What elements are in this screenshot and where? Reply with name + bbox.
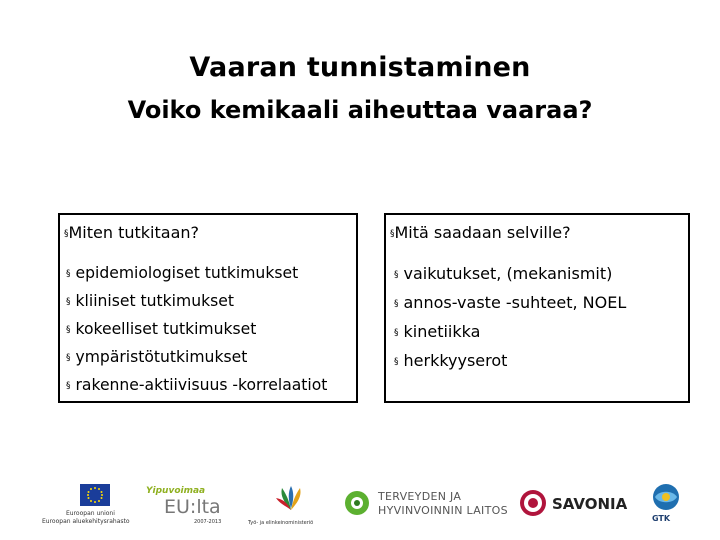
thl-logo bbox=[340, 486, 508, 526]
savonia-logo bbox=[518, 486, 628, 522]
yipuvoimaa-logo bbox=[146, 486, 226, 528]
list-item-text: kliiniset tutkimukset bbox=[75, 292, 234, 310]
bullet-icon: § bbox=[394, 299, 399, 309]
bullet-icon: § bbox=[394, 357, 399, 367]
methods-heading-text: Miten tutkitaan? bbox=[68, 223, 200, 242]
list-item-text: annos-vaste -suhteet, NOEL bbox=[403, 293, 627, 312]
list-item bbox=[66, 344, 356, 372]
bullet-icon: § bbox=[66, 297, 71, 307]
eu-flag-logo bbox=[42, 482, 130, 528]
ministry-caption: Työ- ja elinkeinoministeriö bbox=[248, 520, 314, 526]
list-item-text: vaikutukset, (mekanismit) bbox=[403, 264, 613, 283]
bullet-icon: § bbox=[390, 229, 395, 239]
list-item-text: ympäristötutkimukset bbox=[75, 348, 248, 366]
gtk-globe-icon bbox=[651, 482, 681, 512]
gtk-logo bbox=[648, 482, 684, 528]
eu-lta-text: EU:lta bbox=[164, 496, 221, 518]
yipuvoimaa-years: 2007-2013 bbox=[194, 519, 222, 525]
list-item-text: herkkyyserot bbox=[403, 351, 508, 370]
bullet-icon: § bbox=[66, 325, 71, 335]
list-item bbox=[394, 260, 688, 289]
list-item-text: epidemiologiset tutkimukset bbox=[75, 264, 299, 282]
methods-list bbox=[60, 260, 356, 400]
bullet-icon: § bbox=[66, 353, 71, 363]
list-item bbox=[66, 372, 356, 400]
slide-title: Vaaran tunnistaminen bbox=[189, 52, 531, 83]
thl-line2: HYVINVOINNIN LAITOS bbox=[378, 504, 508, 517]
eu-flag-icon bbox=[80, 484, 110, 506]
ministry-logo bbox=[248, 484, 338, 528]
list-item-text: kinetiikka bbox=[403, 322, 481, 341]
findings-heading-text: Mitä saadaan selville? bbox=[394, 223, 571, 242]
gtk-text: GTK bbox=[652, 514, 671, 523]
findings-box bbox=[384, 213, 690, 403]
bullet-icon: § bbox=[394, 328, 399, 338]
thl-emblem-icon bbox=[342, 488, 372, 518]
savonia-text: SAVONIA bbox=[552, 495, 628, 513]
bullet-icon: § bbox=[64, 229, 69, 239]
list-item bbox=[66, 316, 356, 344]
list-item bbox=[394, 318, 688, 347]
findings-heading bbox=[386, 223, 688, 242]
list-item bbox=[66, 260, 356, 288]
methods-box bbox=[58, 213, 358, 403]
ministry-emblem-icon bbox=[274, 484, 308, 512]
list-item bbox=[394, 289, 688, 318]
bullet-icon: § bbox=[66, 381, 71, 391]
slide-subtitle: Voiko kemikaali aiheuttaa vaaraa? bbox=[127, 96, 593, 124]
bullet-icon: § bbox=[394, 270, 399, 280]
list-item bbox=[66, 288, 356, 316]
thl-line1: TERVEYDEN JA bbox=[378, 490, 462, 503]
logo-strip bbox=[0, 478, 720, 528]
bullet-icon: § bbox=[66, 269, 71, 279]
list-item bbox=[394, 347, 688, 376]
eu-caption: Euroopan unioni bbox=[66, 510, 115, 517]
list-item-text: rakenne-aktiivisuus -korrelaatiot bbox=[75, 376, 328, 394]
yipuvoimaa-text: Yipuvoimaa bbox=[146, 486, 206, 496]
list-item-text: kokeelliset tutkimukset bbox=[75, 320, 257, 338]
findings-list bbox=[386, 260, 688, 376]
eu-fund-caption: Euroopan aluekehitysrahasto bbox=[42, 518, 130, 525]
methods-heading bbox=[60, 223, 356, 242]
savonia-emblem-icon bbox=[518, 488, 548, 518]
